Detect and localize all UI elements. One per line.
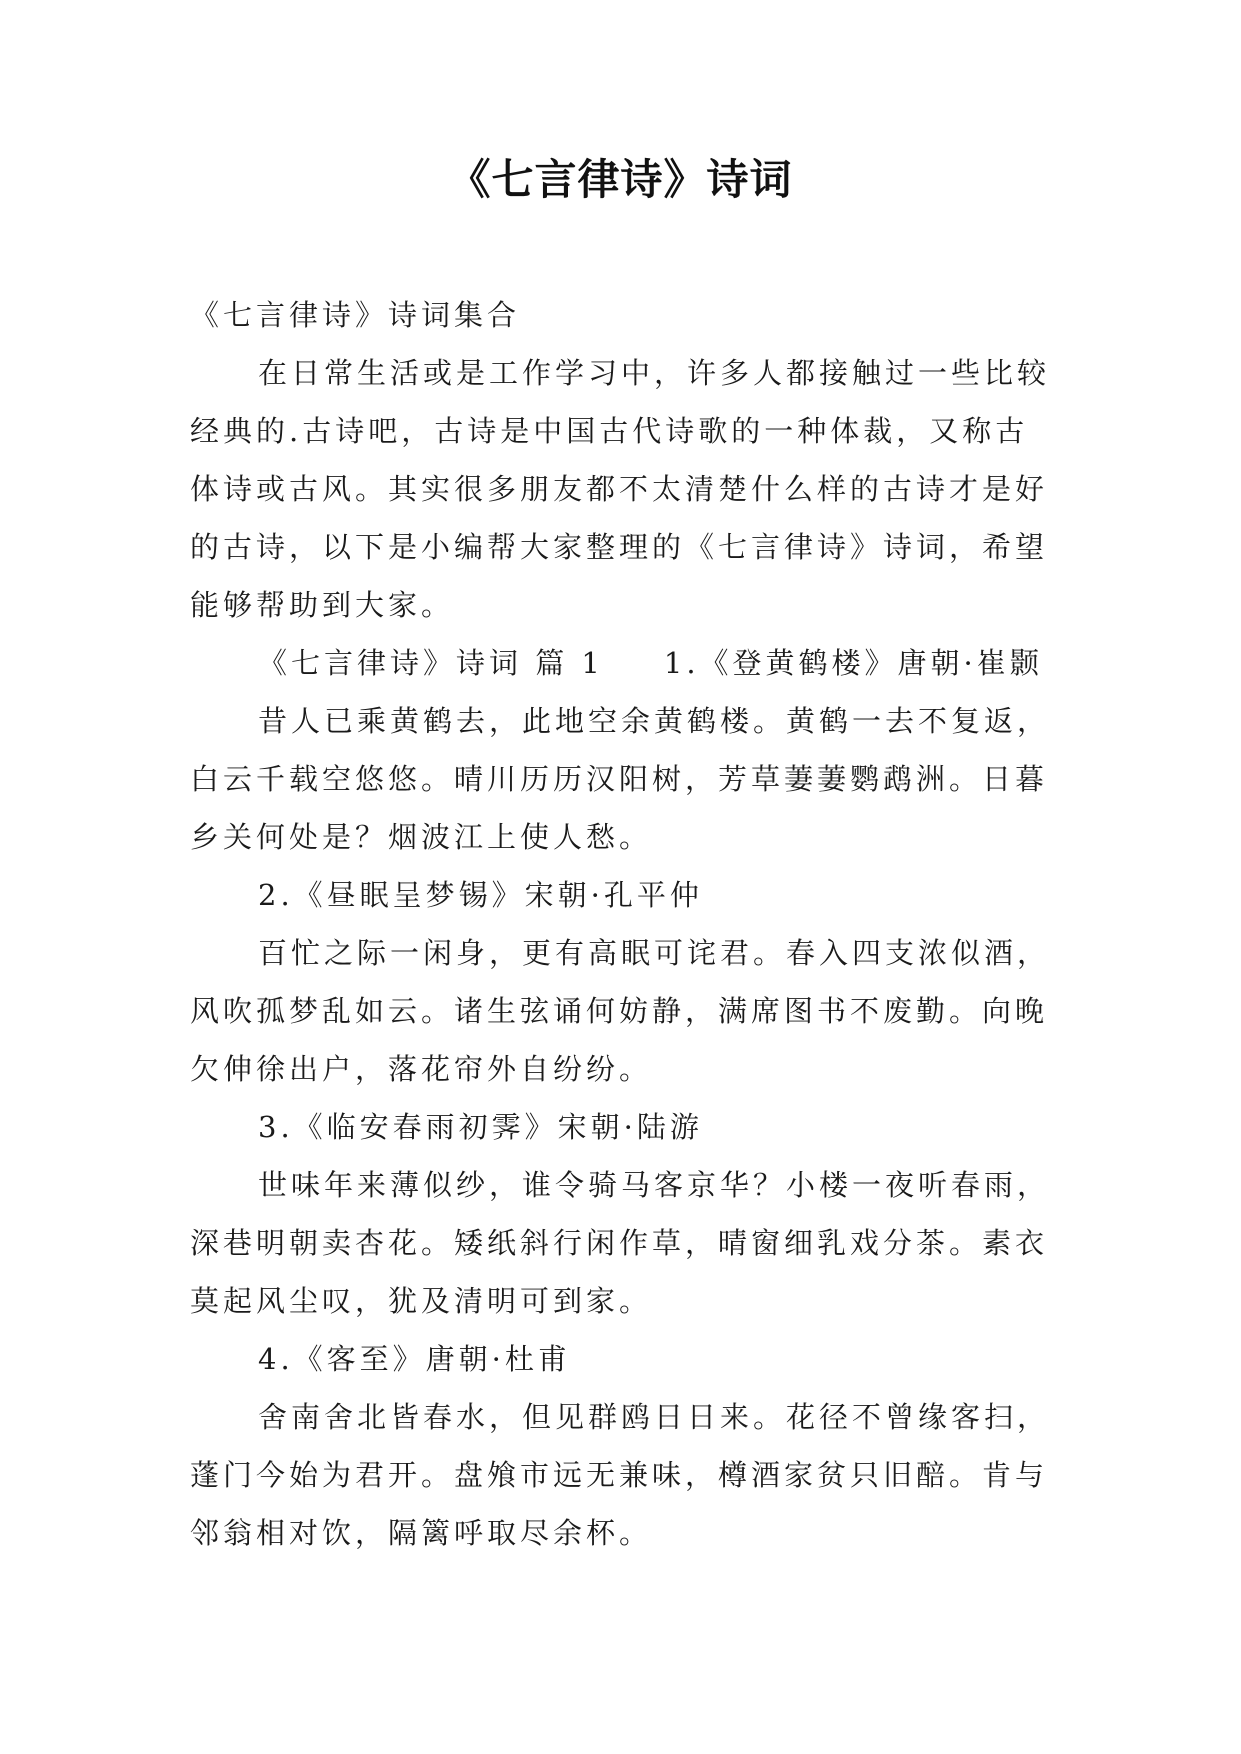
- poem-line: 世味年来薄似纱，谁令骑马客京华？小楼一夜听春雨，: [258, 1168, 1051, 1202]
- poem-line: 风吹孤梦乱如云。诸生弦诵何妨静，满席图书不废勤。向晚: [190, 994, 1049, 1028]
- poem-line: 蓬门今始为君开。盘飧市远无兼味，樽酒家贫只旧醅。肯与: [190, 1458, 1049, 1492]
- poem-line: 百忙之际一闲身，更有高眠可诧君。春入四支浓似酒，: [258, 936, 1051, 970]
- poem-line: 深巷明朝卖杏花。矮纸斜行闲作草，晴窗细乳戏分茶。素衣: [190, 1226, 1049, 1260]
- section-heading: 《七言律诗》诗词 篇 1: [258, 646, 604, 680]
- poem-title: 4.《客至》唐朝·杜甫: [258, 1342, 571, 1376]
- intro-paragraph-line: 的古诗，以下是小编帮大家整理的《七言律诗》诗词，希望: [190, 530, 1049, 564]
- collection-heading: 《七言律诗》诗词集合: [190, 298, 521, 332]
- intro-paragraph-line: 能够帮助到大家。: [190, 588, 455, 622]
- poem-line: 白云千载空悠悠。晴川历历汉阳树，芳草萋萋鹦鹉洲。日暮: [190, 762, 1049, 796]
- intro-paragraph-line: 经典的.古诗吧，古诗是中国古代诗歌的一种体裁，又称古: [190, 414, 1029, 448]
- poem-line: 乡关何处是？烟波江上使人愁。: [190, 820, 653, 854]
- poem-line: 舍南舍北皆春水，但见群鸥日日来。花径不曾缘客扫，: [258, 1400, 1051, 1434]
- poem-title: 2.《昼眠呈梦锡》宋朝·孔平仲: [258, 878, 703, 912]
- poem-line: 昔人已乘黄鹤去，此地空余黄鹤楼。黄鹤一去不复返，: [258, 704, 1051, 738]
- intro-paragraph-line: 体诗或古风。其实很多朋友都不太清楚什么样的古诗才是好: [190, 472, 1049, 506]
- poem-line: 莫起风尘叹，犹及清明可到家。: [190, 1284, 653, 1318]
- section-heading-line: [190, 634, 1050, 692]
- poem-title: 1.《登黄鹤楼》唐朝·崔颢: [663, 646, 1043, 680]
- document-body: [190, 286, 1050, 1562]
- poem-line: 欠伸徐出户，落花帘外自纷纷。: [190, 1052, 653, 1086]
- document-title: 《七言律诗》诗词: [448, 155, 793, 204]
- intro-paragraph-line: 在日常生活或是工作学习中，许多人都接触过一些比较: [258, 356, 1051, 390]
- poem-line: 邻翁相对饮，隔篱呼取尽余杯。: [190, 1516, 653, 1550]
- poem-title: 3.《临安春雨初霁》宋朝·陆游: [258, 1110, 703, 1144]
